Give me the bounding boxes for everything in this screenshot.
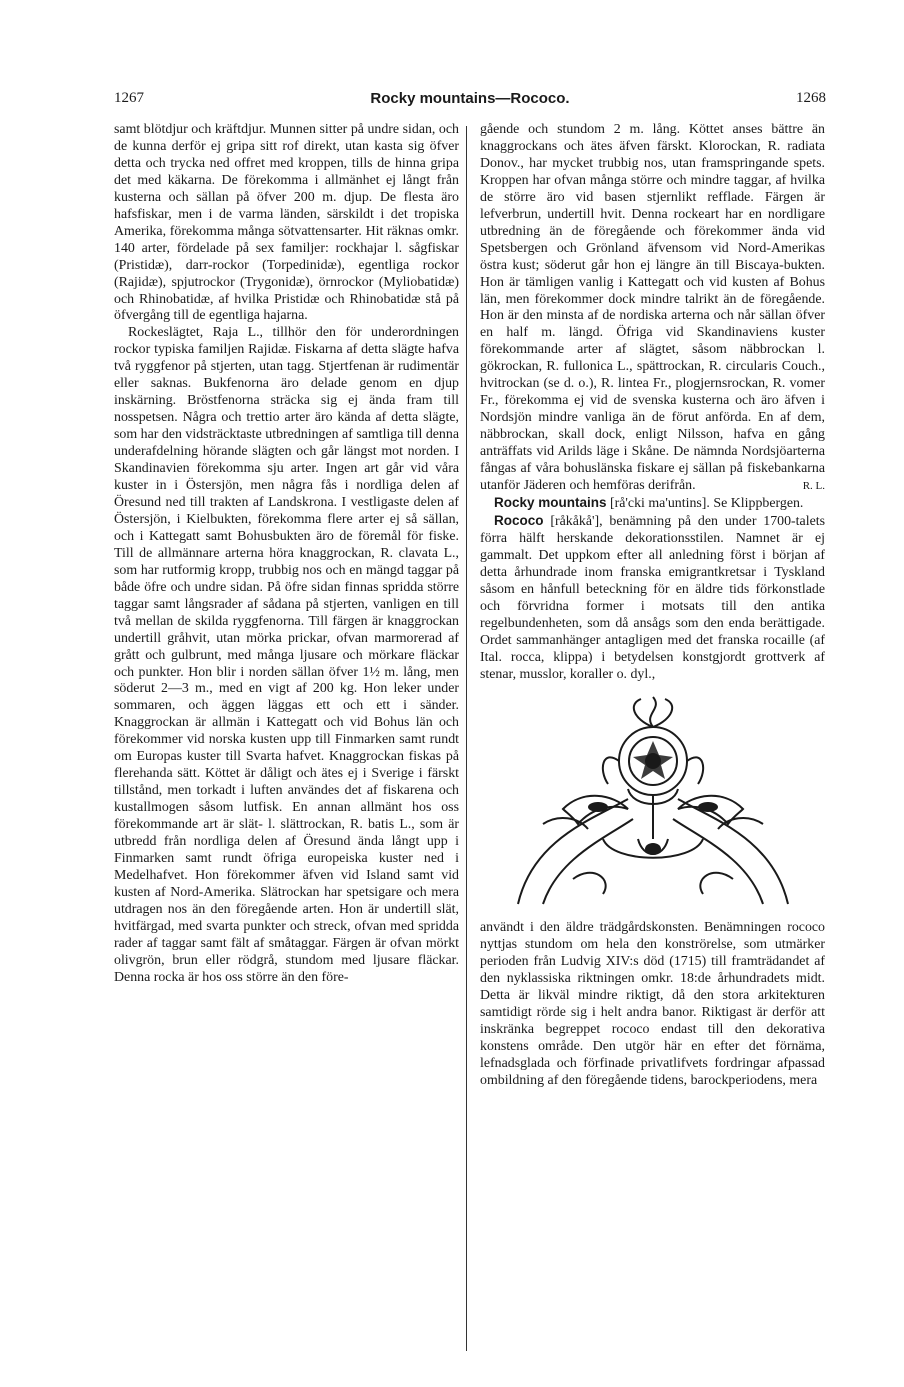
right-column [480, 122, 825, 1090]
rococo-cartouche-ornament-icon [480, 689, 825, 914]
column-divider [466, 126, 467, 1351]
author-signature: R. L. [802, 480, 825, 493]
running-title: Rocky mountains—Rococo. [370, 90, 570, 107]
entry-rocky-mountains [480, 495, 825, 513]
headword-rococo: Rococo [494, 512, 544, 528]
right-paragraph-1-text: gående och stundom 2 m. lång. Köttet anses bättre än knaggrockans och ätes äfven färskt. Klorockan, R. radiata Donov., har mycket trubbig nos, utan framspringande spets. Kroppen har ofvan många större och mindre taggar, af hvilka de större äro vid basen stjernlikt refflade. Färgen är lefverbrun, undertill hvit. Denna rockeart har en nordligare utbredning än de föregående och förekommer ända vid Spetsbergen och Grönland äfvensom vid Nord-Amerikas östra kust; söderut går hon ej längre än till Biscaya-bukten. Hon är tämligen vanlig i Kattegatt och vid kusten af Bohus län, men förekommer dock mindre talrikt än de föregående. Hon är den minsta af de nordiska arterna och når sällan öfver en half m. längd. Öfriga vid Skandinaviens kuster förekommande arter af slägtet, såsom näbbrockan l. gökrockan, R. fullonica L., spättrockan, R. circularis Couch., hvitrockan (se d. o.), R. lintea Fr., plogjernsrockan, R. vomer Fr., förekomma ej vid de svenska kusterna och äro äfven i Nordsjön mindre vanliga än de förut anförda. En af dem, näbbrockan, skall dock, enligt Nilsson, hafva en gång anträffats vid Arilds läge i Skåne. De nämnda Nordsjöarterna fångas af våra bohuslänska fiskare ej sällan på fiskebankarna utanför Jäderen och hemföras derifrån. [480, 122, 825, 494]
page-number-right: 1268 [796, 90, 826, 106]
rocky-mountains-text: [rå'cki ma'untins]. Se Klippbergen. [610, 495, 804, 511]
left-paragraph-2: Rockeslägtet, Raja L., tillhör den för underordningen rockor typiska familjen Rajidæ. Fiskarna af detta slägte hafva två ryggfenor på stjerten, utan tagg. Stjertfenan är rudimentär eller saknas. Bukfenorna äro delade genom en djup inskärning. Bröstfenorna sträcka sig ej ända fram till nosspetsen. Några och trettio arter äro kända af detta slägte, som har den vidsträcktaste utbredningen af samtliga till denna underafdelning hörande slägten och går längst mot norden. I Skandinavien förekomma sju arter. Ingen art går vid våra kuster in i Östersjön, men några fås i nordliga delen af Öresund ned till trakten af Landskrona. I vestligaste delen af Östersjön, i Kielbukten, förekomma flere arter ej så sällan, och i Kattegatt samt Bohusbukten äro de föremål för fiske. Till de allmännare arterna höra knaggrockan, R. clavata L., som har rutformig kropp, trubbig nos och en mängd taggar på både öfre och undre sidan. På öfre sidan finnas spridda större taggar samt långsrader af sådana på stjerten, vanligen en till två mellan de skilda ryggfenorna. Till färgen är knaggrockan undertill gråhvit, utan mörka prickar, ofvan marmorerad af grått och gulbrunt, med många ljusare och mörkare fläckar och punkter. Hon blir i norden sällan öfver 1½ m. lång, men söderut 2—3 m., med en vigt af 200 kg. Hon leker under sommaren, och äggen läggas ett och ett i sänder. Knaggrockan är allmän i Kattegatt och vid Bohus län och förekommer vid norska kusten upp till Finmarken samt rundt om Europas kuster till Svarta hafvet. Knaggrockan fiskas på flerehanda sätt. Köttet är dåligt och ätes ej i Sverige i färskt tillstånd, men torkadt i luften användes det af fiskarena och kustallmogen såsom lutfisk. En annan allmänt hos oss förekommande art är slät- l. slättrockan, R. batis L., som är utbredd från nordliga delen af Öresund ända långt upp i Finmarken samt rundt öfriga europeiska kuster ned i Medelhafvet. Hon förekommer äfven vid Island samt vid kusten af Nord-Amerika. Slätrockan har spetsigare och mera utdragen nos än den föregående arten. Hon är undertill slät, hvitfärgad, med svarta punkter och streck, ofvan med spridda rader af taggar samt fält af småtaggar. Färgen är ofvan mörkt olivgrön, brun eller rödgrå, stundom med ljusare fläckar. Denna rocka är hos oss större än den före- [114, 325, 459, 985]
entry-rococo [480, 513, 825, 684]
page-header [114, 90, 826, 112]
rococo-text-continued: användt i den äldre trädgårdskonsten. Benämningen rococo nyttjas stundom om hela den konströrelse, som utmärker perioden från Ludvig XIV:s död (1715) till framträdandet af den nyklassiska riktningen omkr. 18:de århundradets midt. Detta är likväl mindre riktigt, då den stora arkitekturen samtidigt rörde sig i helt andra banor. Riktigast är derför att inskränka begreppet rococo endast till den dekorativa konstens område. Den utgör här en efter det förnäma, lefnadsglada och förfinade privatlifvets fordringar afpassad ombildning af den föregående tidens, barockperiodens, mera [480, 920, 825, 1089]
page-number-left: 1267 [114, 90, 144, 106]
left-column [114, 122, 459, 987]
left-paragraph-1: samt blötdjur och kräftdjur. Munnen sitter på undre sidan, och de kunna derför ej gripa sitt rof direkt, utan kasta sig öfver detta och trycka ned offret med kroppen, tills de hinna gripa det med käkarna. De förekomma i allmänhet ej långt från kusterna och sällan på öfver 200 m. djup. De flesta äro hafsfiskar, men i de varma länden, särskildt i det tropiska Amerika, förekomma många sötvattensarter. Hit räknas omkr. 140 arter, fördelade på sex familjer: rockhajar l. sågfiskar (Pristidæ), darr-rockor (Torpedinidæ), egentliga rockor (Rajidæ), spjutrockor (Trygonidæ), örnrockor (Myliobatidæ) och Rhinobatidæ, af hvilka Pristidæ och Rhinobatidæ stå på öfvergång till de egentliga hajarna. [114, 122, 459, 324]
headword-rocky-mountains: Rocky mountains [494, 494, 607, 510]
rococo-text: [råkåkå'], benämning på den under 1700-talets förra hälft herskande dekorationsstilen. Namnet är ej gammalt. Det uppkom efter all anledning först i början af detta århundrade inom franska emigrantkretsar i Tyskland såsom en hånfull beteckning för en äldre tids förkonstlade och förvridna former i motsats till den antika regelbundenheten, som då ansågs som den enda berättigade. Ordet sammanhänger antagligen med det franska rocaille (af Ital. rocca, klippa) i betydelsen konstgjordt grottverk af stenar, musslor, koraller o. dyl., [480, 513, 825, 682]
right-paragraph-1 [480, 122, 825, 495]
